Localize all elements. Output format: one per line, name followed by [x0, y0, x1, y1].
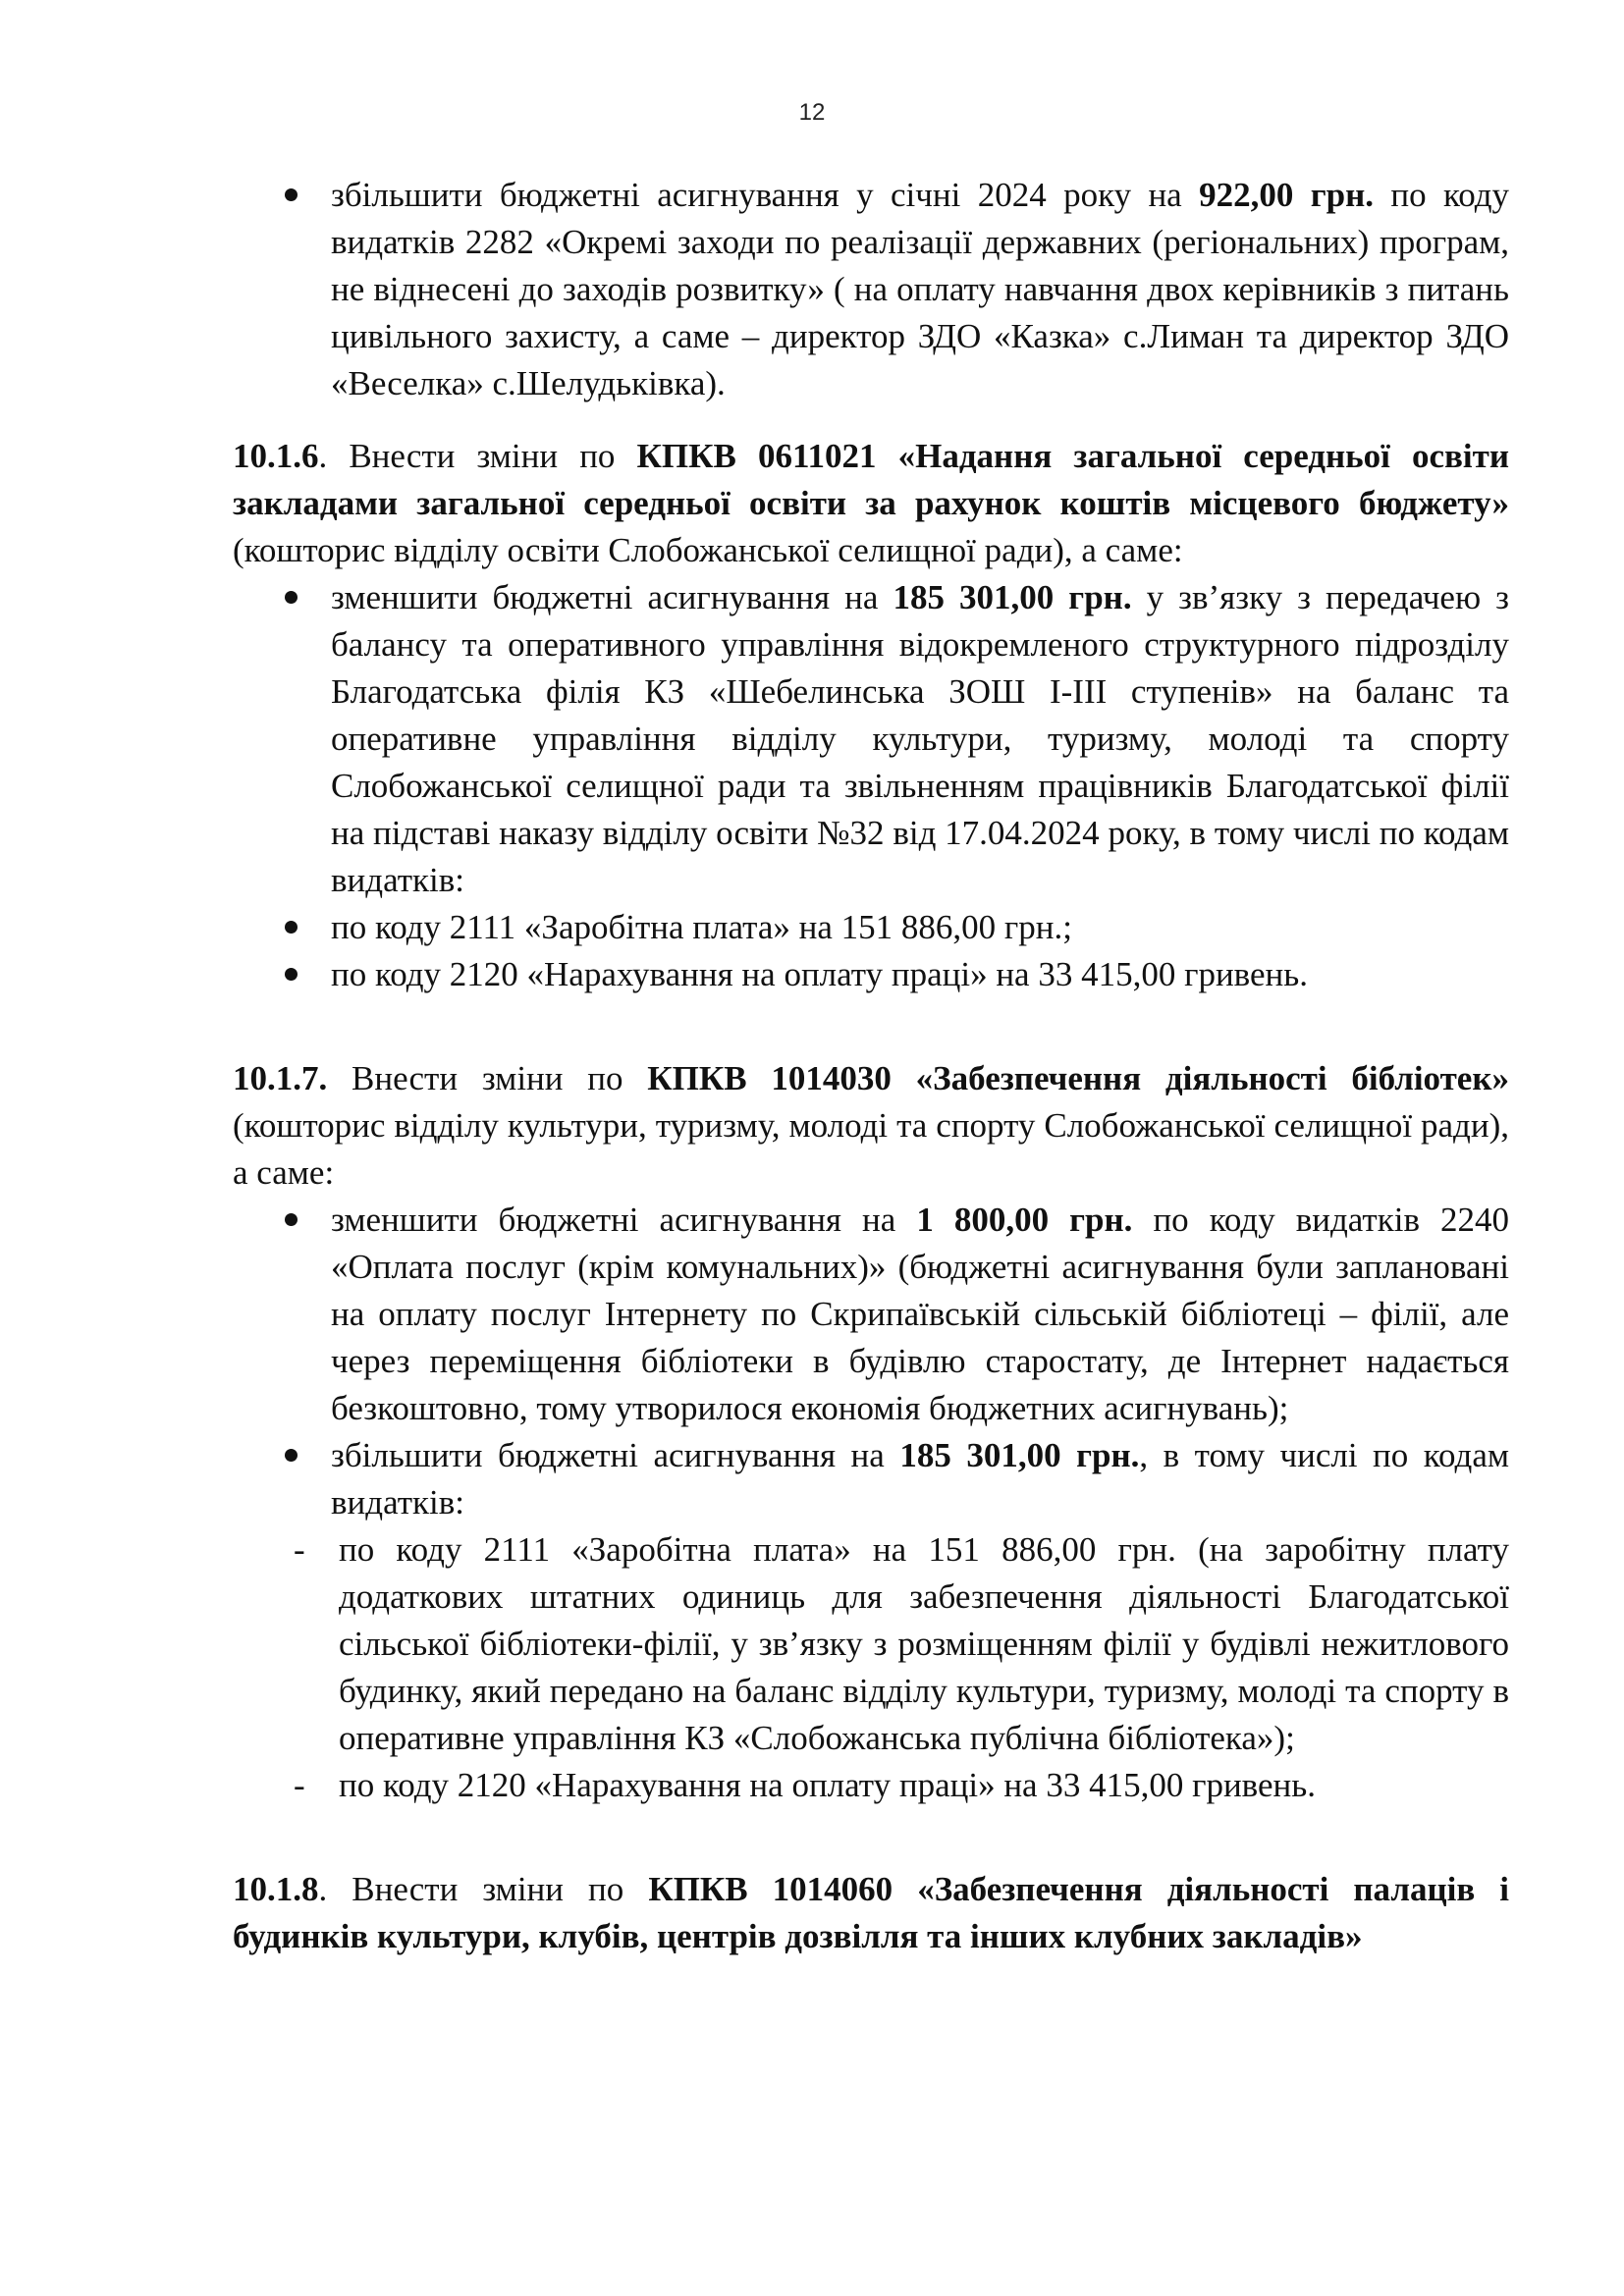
section-10-1-6-list	[233, 574, 1509, 998]
bullet-item-increase: збільшити бюджетні асигнування на 185 301,00 грн., в тому числі по кодам видатків:	[233, 1432, 1509, 1526]
dash-item-code-2111: - по коду 2111 «Заробітна плата» на 151 886,00 грн. (на заробітну плату додаткових штатних одиниць для забезпечення діяльності Благодатської сільської бібліотеки-філії, у зв’язку з розміщенням філії у будівлі нежитлового будинку, який передано на баланс відділу культури, туризму, молоді та спорту в оперативне управління КЗ «Слобожанська публічна бібліотека»);	[233, 1526, 1509, 1762]
bullet-list-1	[233, 172, 1509, 407]
section-10-1-7-list	[233, 1197, 1509, 1809]
bullet-item-decrease-2240: зменшити бюджетні асигнування на 1 800,00 грн. по коду видатків 2240 «Оплата послуг (крім комунальних)» (бюджетні асигнування були заплановані на оплату послуг Інтернету по Скрипаївській сільській бібліотеці – філії, але через переміщення бібліотеки в будівлю старостату, де Інтернет надається безкоштовно, тому утворилося економія бюджетних асигнувань);	[233, 1197, 1509, 1432]
bullet-item-decrease: зменшити бюджетні асигнування на 185 301,00 грн. у зв’язку з передачею з балансу та оперативного управління відокремленого структурного підрозділу Благодатська філія КЗ «Шебелинська ЗОШ І-ІІІ ступенів» на баланс та оперативне управління відділу культури, туризму, молоді та спорту Слобожанської селищної ради та звільненням працівників Благодатської філії на підставі наказу відділу освіти №32 від 17.04.2024 року, в тому числі по кодам видатків:	[233, 574, 1509, 904]
bullet-item-increase-2282: збільшити бюджетні асигнування у січні 2024 року на 922,00 грн. по коду видатків 2282 «Окремі заходи по реалізації державних (регіональних) програм, не віднесені до заходів розвитку» ( на оплату навчання двох керівників з питань цивільного захисту, а саме – директор ЗДО «Казка» с.Лиман та директор ЗДО «Веселка» с.Шелудьківка).	[233, 172, 1509, 407]
bullet-item-code-2111: по коду 2111 «Заробітна плата» на 151 886,00 грн.;	[233, 904, 1509, 951]
section-10-1-6-heading: 10.1.6. Внести зміни по КПКВ 0611021 «Надання загальної середньої освіти закладами загальної середньої освіти за рахунок коштів місцевого бюджету» (кошторис відділу освіти Слобожанської селищної ради), а саме:	[233, 437, 1509, 569]
section-10-1-7-heading: 10.1.7. Внести зміни по КПКВ 1014030 «Забезпечення діяльності бібліотек» (кошторис відділу культури, туризму, молоді та спорту Слобожанської селищної ради), а саме:	[233, 1059, 1509, 1192]
bullet-item-code-2120: по коду 2120 «Нарахування на оплату праці» на 33 415,00 гривень.	[233, 951, 1509, 998]
document-body	[233, 172, 1509, 1960]
page-number: 12	[798, 99, 826, 126]
dash-item-code-2120: - по коду 2120 «Нарахування на оплату праці» на 33 415,00 гривень.	[233, 1762, 1509, 1809]
section-10-1-8-heading: 10.1.8. Внести зміни по КПКВ 1014060 «Забезпечення діяльності палаців і будинків культури, клубів, центрів дозвілля та інших клубних закладів»	[233, 1870, 1510, 1955]
